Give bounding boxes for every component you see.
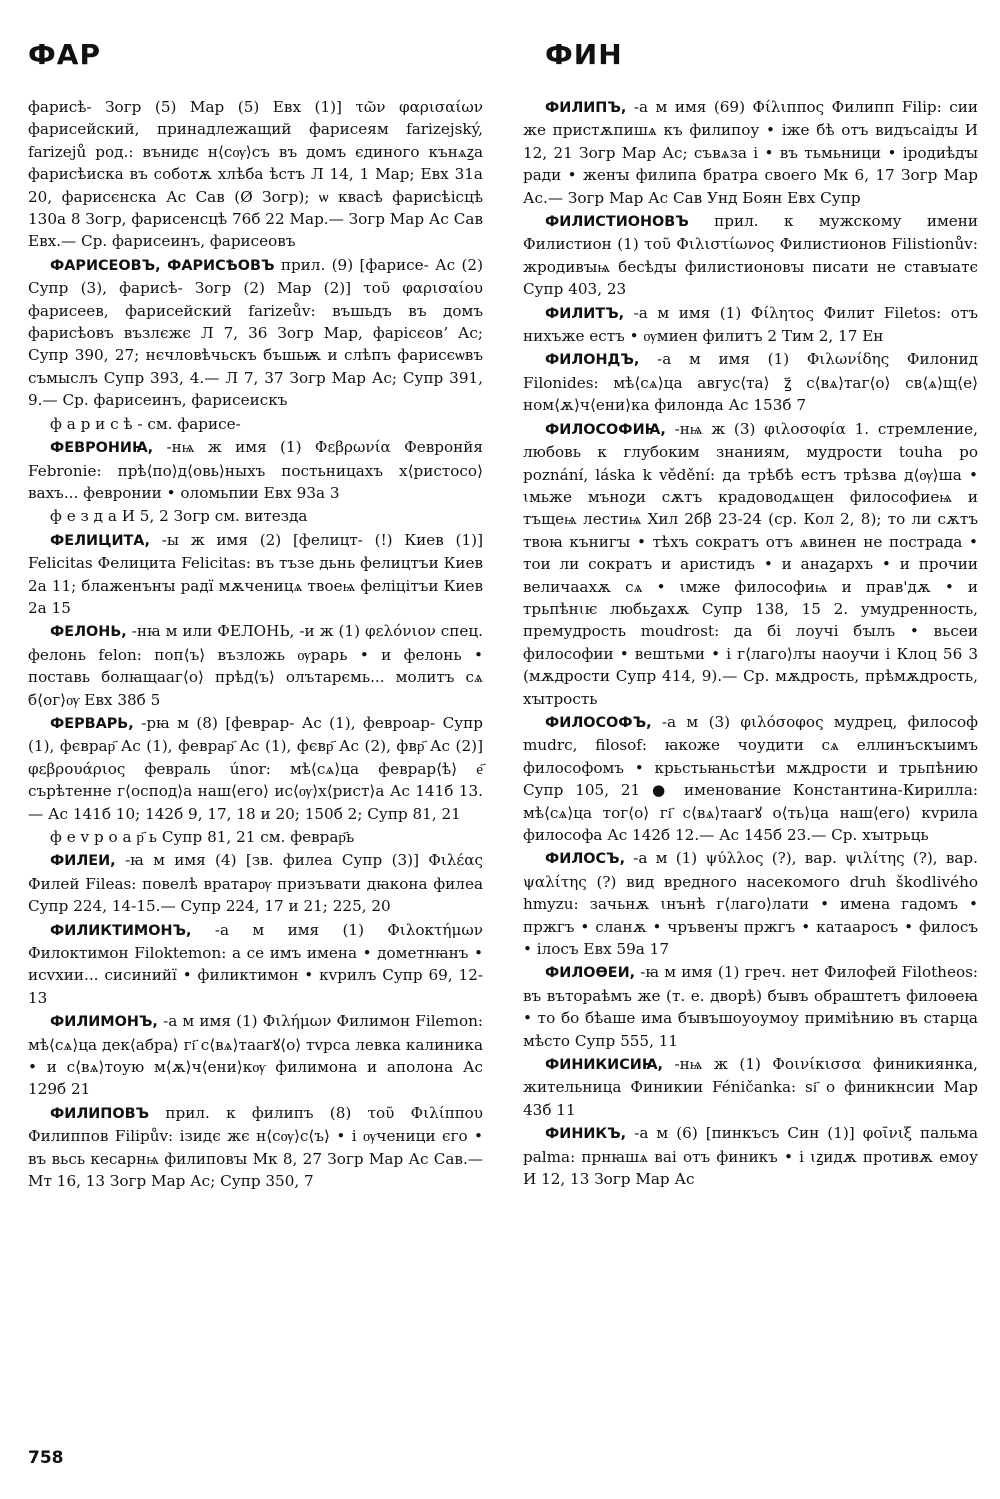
dictionary-entry [523,1122,978,1190]
dictionary-entry [523,96,978,209]
dictionary-entry [523,711,978,846]
entry-text: -а м имя (1) Φιλοκτήμων Филоктимон Filoktemon: а се имъ имена • дометнꙗнъ • исvхии... сисинийї • филиктимон • кvрилъ Супр 69, 12-13 [28,920,483,1007]
entry-headword: ФИЛИМОНЪ, [50,1014,158,1031]
entry-headword: ФИНИКИСИꙖ, [545,1057,664,1074]
entry-text: прил. к мужскому имени Филистион (1) τοῦ Φιλιστίωνος Филистионов Filistionův: жродивꙑѩ бесѣдꙑ филистионовꙑ писати не ставꙑатє Супр 403, 23 [523,212,978,299]
left-column [28,96,483,1194]
dictionary-entry [28,1102,483,1193]
dictionary-entry [28,620,483,711]
entry-headword: ФЕЛОНЬ, [50,624,127,641]
entry-headword: ФИНИКЪ, [545,1126,627,1143]
entry-text: фарисѣ- Зогр (5) Мар (5) Евх (1)] τῶν φαρισαίων фарисейский, принадлежащий фарисеям farizejský, farizejů род.: вънидє н⟨сѹ⟩съ въ домъ єдиного кънѧꙁа фарисѣиска въ соботѫ хлѣба ѣстъ Л 14, 1 Мар; Евх 31а 20, фарисєнска Ас Сав (Ø Зогр); ѡ квасѣ фарисѣісцѣ 130а 8 Зогр, фарисенсцѣ 76б 22 Мар.— Зогр Мар Ас Сав Евх.— Ср. фарисеинъ, фарисеовъ [28,98,483,251]
entry-text: -нѩ ж (3) φιλοσοφία 1. стремление, любовь к глубоким знаниям, мудрости touha po poznání, láska k vědění: да трѣбѣ естъ трѣзва д⟨ѹ⟩ша • ꙇмьже мъноꙁи сѫтъ крадоводѧщен философиеѩ и тъщеѩ лестиѩ Хил 2бβ 23-24 (ср. Кол 2, 8); то ли сѫтъ твоꙗ кънигꙑ • тѣхъ сократъ отъ ѧвинен не пострада • тои ли сократъ и аристидъ • и анаꙁархъ • и прочии величаахѫ сѧ • ꙇмже философиѩ и прав'дѫ • и трьпѣнꙇѥ любьꙁахѫ Супр 138, 15 2. умудренность, премудрость moudrost: да бі лоучі бꙑлъ • вьсеи философии • вештьми • і г⟨лаго⟩лꙑ наоучи і Клоц 56 3 (мѫдрости Супр 414, 9).— Ср. мѫдрость, прѣмѫдрость, хꙑтрость [523,419,978,708]
entry-headword: ФИЛОѲЕИ, [545,965,636,982]
entry-headword: ФИЛОНДЪ, [545,352,640,369]
entry-headword: ФИЛИТЪ, [545,305,625,322]
dictionary-entry [28,529,483,620]
entry-text: ф а р и с ѣ - см. фарисе- [50,414,241,433]
entry-text: -рꙗ м (8) [феврар- Ас (1), февроар- Супр (1), фєврар҃ Ас (1), феврар҃ Ас (1), фєвр҃ Ас (2), фвр҃ Ас (2)] φεβρουάριος февраль únor: мѣ⟨сѧ⟩ца феврар⟨ѣ⟩ е҃ сърѣтенне г⟨оспод⟩а наш⟨его⟩ ис⟨ѹ⟩х⟨рист⟩а Ас 141б 13.— Ас 141б 10; 142б 9, 17, 18 и 20; 150б 2; Супр 81, 21 [28,713,483,823]
entry-text: -а м имя (1) Φίλητος Филит Filetos: отъ нихъже естъ • ѹмиен филитъ 2 Тим 2, 17 Ен [523,303,979,346]
dictionary-entry [523,348,978,416]
dictionary-entry [28,505,483,527]
entry-text: -а м (1) ψύλλος (?), вар. ψιλίτης (?), вар. ψαλίτης (?) вид вредного насекомого druh škodlivého hmyzu: зачьнѫ ꙇнънѣ г⟨лаго⟩лати • имена гадомъ • пржгъ • сланѫ • чръвенꙑ пржгъ • катааросъ • филосъ • ілосъ Евх 59а 17 [523,849,978,959]
entry-text: -а м имя (1) Φιλωνίδης Филонид Filonides: мѣ⟨сѧ⟩ца авгус⟨та⟩ ꙁ҃ с⟨вѧ⟩таг⟨о⟩ св⟨ѧ⟩щ⟨е⟩ном⟨ѫ⟩ч⟨ени⟩ка филонда Ас 153б 7 [523,350,979,415]
entry-headword: ФАРИСЕОВЪ, ФАРИСѢОВЪ [50,257,275,274]
entry-text: ф е з д а И 5, 2 Зогр см. витезда [50,507,308,526]
entry-text: -а м (3) φιλόσοφος мудрец, философ mudrc, filosof: ꙗкоже чоудити сѧ еллинъскꙑимъ философомъ • крьстьꙗньстѣи мѫдрости и трьпѣнию Супр 105, 21 ● именование Константина-Кирилла: мѣ⟨сѧ⟩ца тог⟨о⟩ гі҃ с⟨вѧ⟩таагꙋ о⟨ть⟩ца наш⟨его⟩ кvрила философа Ас 142б 12.— Ас 145б 23.— Ср. хꙑтрьць [523,712,978,844]
dictionary-entry [28,254,483,412]
dictionary-entry [523,210,978,301]
entry-text: -нѩ ж (1) Φοινίκισσα финикиянка, жительница Финикии Féničanka: ѕі҃ о финикнсии Мар 43б 11 [523,1055,979,1119]
running-head-right: ФИН [545,38,623,71]
entry-headword: ФЕРВАРЬ, [50,715,134,732]
entry-headword: ФЕВРОНИꙖ, [50,440,154,457]
right-column [523,96,978,1192]
entry-text: -ы ж имя (2) [фелицт- (!) Киев (1)] Felicitas Фелицита Felicitas: въ тъзе дьнь фелицтъи Киев 2а 11; блаженънꙑ радї мѫченицѧ твоеѩ феліцітъи Киев 2а 15 [28,530,483,617]
entry-text: прил. (9) [фарисе- Ас (2) Супр (3), фарисѣ- Зогр (2) Мар (2)] τοῦ φαρισαίου фарисеев, фарисейский farizeův: въшьдъ въ домъ фарисѣовъ възлєжє Л 7, 36 Зогр Мар, фарісєовʼ Ас; Супр 390, 27; нєчловѣчьскъ бъшьѭ и слѣпъ фарисєѡвъ съмыслъ Супр 393, 4.— Л 7, 37 Зогр Мар Ас; Супр 391, 9.— Ср. фарисеинъ, фарисеискъ [28,255,484,410]
entry-text: ф е v р о а р҃ ь Супр 81, 21 см. феврар҃ь [50,828,355,846]
dictionary-entry [28,712,483,825]
dictionary-entry [28,1010,483,1101]
running-head-left: ФАР [28,38,101,71]
dictionary-entry [523,1053,978,1121]
dictionary-entry [28,919,483,1010]
entry-headword: ФИЛИПОВЪ [50,1105,150,1122]
entry-headword: ФИЛИКТИМОНЪ, [50,922,192,939]
entry-headword: ФИЛИПЪ, [545,100,627,116]
entry-text: -а м имя (1) Φιλήμων Филимон Filemon: мѣ⟨сѧ⟩ца дек⟨абра⟩ гі҃ с⟨вѧ⟩таагꙋ⟨о⟩ тvрса левка калиника • и с⟨вѧ⟩тоую м⟨ѫ⟩ч⟨ени⟩кѹ филимона и аполона Ас 129б 21 [28,1012,483,1099]
entry-text: -а м имя (69) Φίλιππος Филипп Filip: сии же пристѫпишѧ къ филипоу • іже бѣ отъ видъсаідꙑ И 12, 21 Зогр Мар Ас; съвѧза і • въ тьмьници • іродиѣдꙑ ради • женꙑ филипа братра своего Мк 6, 17 Зогр Мар Ас.— Зогр Мар Ас Сав Унд Боян Евх Супр [523,98,979,207]
entry-text: -нѩ ж имя (1) Φεβρωνία Февронйя Febronie: прѣ⟨по⟩д⟨овь⟩ныхъ постьницахъ х⟨ристосо⟩вахъ... февронии • оломьпии Евх 93а 3 [28,438,483,502]
entry-text: прил. к филипъ (8) τοῦ Φιλίππου Филиппов Filipův: ізидє жє н⟨сѹ⟩с⟨ъ⟩ • і ѹченици єго • въ вьсь кесарнѩ филиповꙑ Мк 8, 27 Зогр Мар Ас Сав.— Мт 16, 13 Зогр Мар Ас; Супр 350, 7 [28,1103,484,1191]
page-number: 758 [28,1448,64,1468]
entry-headword: ФЕЛИЦИТА, [50,532,150,549]
entry-headword: ФИЛОСОФИꙖ, [545,421,666,438]
dictionary-entry [523,302,978,348]
dictionary-entry [28,436,483,504]
dictionary-entry [523,961,978,1052]
entry-text: -а м (6) [пинкъсъ Син (1)] φοῖνιξ пальма palma: прнꙗшѧ ваі отъ финикъ • і ꙇꙁидѫ противѫ емоу И 12, 13 Зогр Мар Ас [523,1124,979,1189]
entry-headword: ФИЛИСТИОНОВЪ [545,214,689,231]
dictionary-entry [28,849,483,917]
entry-text: -ꙗ м имя (4) [зв. филеа Супр (3)] Φιλέας Филей Fileas: повелѣ вратарѹ призъвати дꙗкона филеа Супр 224, 14-15.— Супр 224, 17 и 21; 225, 20 [28,851,484,916]
entry-text: -нꙗ м или ФЕЛОНЬ, -и ж (1) φελόνιον спец. фелонь felon: поп⟨ъ⟩ възложь ѹрарь • и фелонь • поставь болꙗщааг⟨о⟩ прѣд⟨ъ⟩ олътарємь... молитъ сѧ б⟨ог⟩ѹ Евх 38б 5 [28,622,483,709]
dictionary-entry [28,413,483,435]
entry-headword: ФИЛОСЪ, [545,851,626,868]
dictionary-entry [28,96,483,253]
entry-headword: ФИЛЕИ, [50,853,116,870]
entry-headword: ФИЛОСОФЪ, [545,714,652,731]
entry-text: -ꙗ м имя (1) греч. нет Филофей Filotheos: въ вътораѣмъ же (т. е. дворѣ) бꙑвъ обраштетъ филоѳеꙗ • то бо бѣаше има бꙑвъшоуоумоу приміѣнию въ старца мѣсто Супр 555, 11 [523,963,979,1050]
dictionary-entry [28,826,483,848]
dictionary-entry [523,847,978,960]
dictionary-entry [523,418,978,710]
